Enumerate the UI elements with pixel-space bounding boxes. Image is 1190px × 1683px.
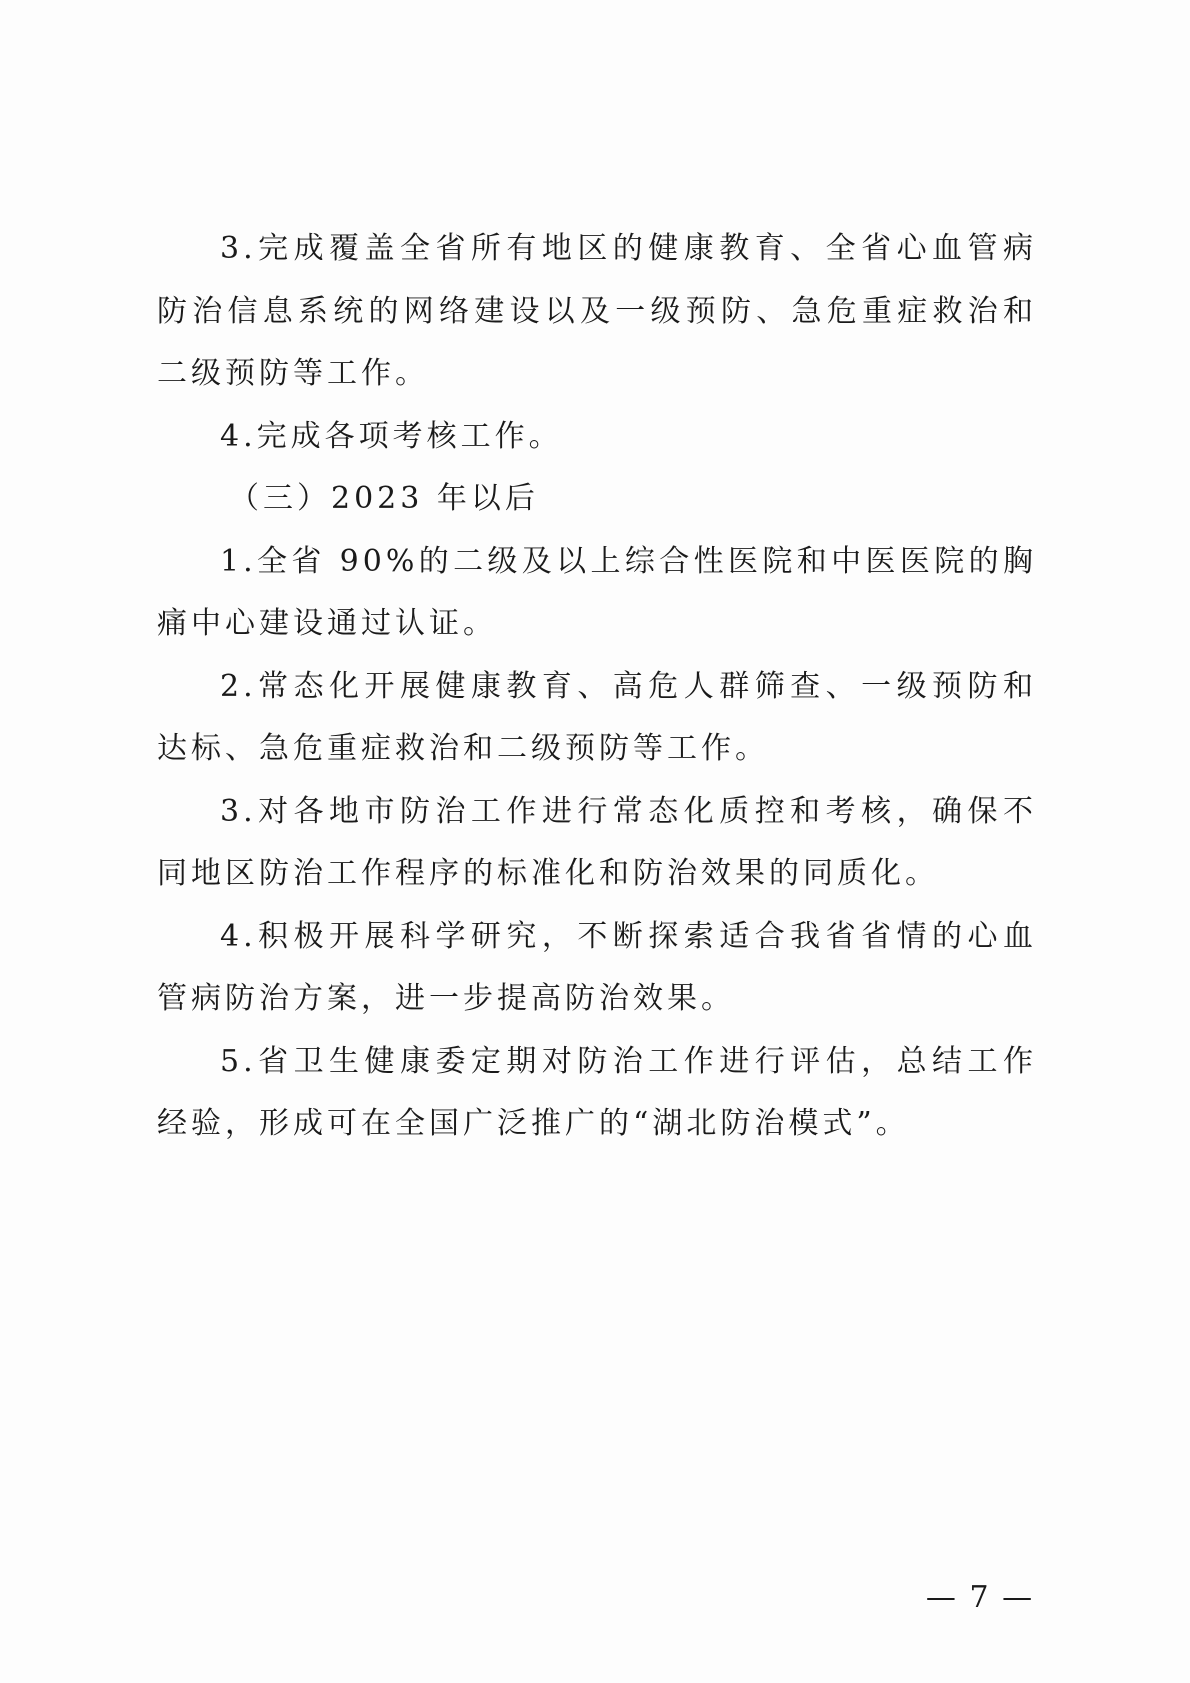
paragraph-item-3-info-system: 3.完成覆盖全省所有地区的健康教育、全省心血管病防治信息系统的网络建设以及一级预防、急危重症救治和二级预防等工作。	[157, 231, 1037, 391]
paragraph-item-1-chest-pain-centers: 1.全省 90%的二级及以上综合性医院和中医医院的胸痛中心建设通过认证。	[157, 543, 1037, 641]
paragraph-item-4-research: 4.积极开展科学研究，不断探索适合我省省情的心血管病防治方案，进一步提高防治效果。	[157, 918, 1037, 1016]
paragraph-item-4-assessment: 4.完成各项考核工作。	[220, 418, 563, 454]
document-body	[157, 218, 1037, 1156]
page-number: — 7 —	[925, 1580, 1035, 1615]
paragraph-item-3-quality-control: 3.对各地市防治工作进行常态化质控和考核，确保不同地区防治工作程序的标准化和防治效果的同质化。	[157, 793, 1037, 891]
paragraph-item-5-evaluation: 5.省卫生健康委定期对防治工作进行评估，总结工作经验，形成可在全国广泛推广的“湖北防治模式”。	[157, 1043, 1037, 1141]
paragraph-item-2-routine-work: 2.常态化开展健康教育、高危人群筛查、一级预防和达标、急危重症救治和二级预防等工作。	[157, 668, 1037, 766]
section-heading-after-2023: （三）2023 年以后	[229, 481, 539, 516]
